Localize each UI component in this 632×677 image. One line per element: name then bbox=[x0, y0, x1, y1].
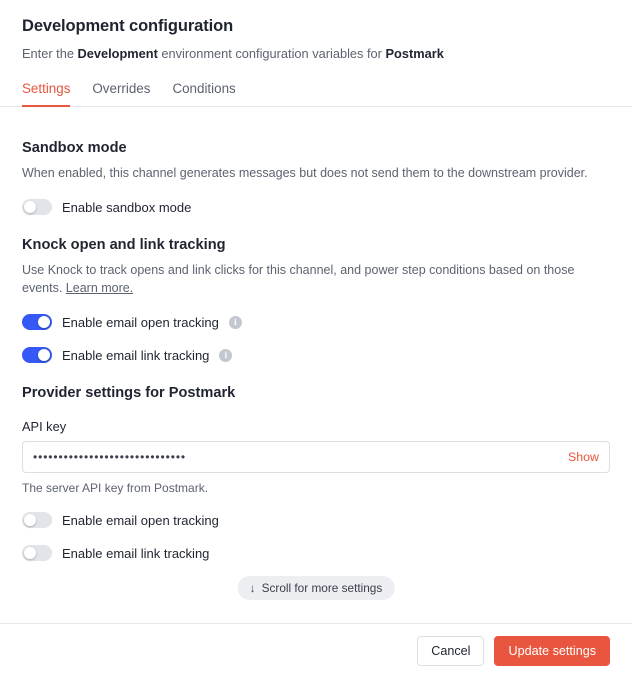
provider-section-heading: Provider settings for Postmark bbox=[22, 385, 236, 402]
toggle-knob bbox=[38, 349, 50, 361]
sandbox-section-description: When enabled, this channel generates messages but does not send them to the downstream provider. bbox=[22, 166, 588, 180]
scroll-for-more-settings-button[interactable] bbox=[238, 576, 395, 600]
api-key-help-text: The server API key from Postmark. bbox=[22, 481, 209, 496]
toggle-knob bbox=[24, 201, 36, 213]
knock-open-tracking-label: Enable email open tracking bbox=[62, 314, 219, 330]
knock-link-tracking-label: Enable email link tracking bbox=[62, 347, 210, 363]
toggle-knob bbox=[38, 316, 50, 328]
tab-conditions[interactable]: Conditions bbox=[172, 81, 236, 97]
subtitle-middle: environment configuration variables for bbox=[157, 46, 386, 61]
subtitle-environment: Development bbox=[77, 46, 158, 61]
tab-bar bbox=[0, 81, 632, 107]
api-key-field[interactable] bbox=[22, 441, 610, 473]
subtitle-prefix: Enter the bbox=[22, 46, 78, 61]
tracking-section-description bbox=[22, 261, 604, 297]
sandbox-mode-label: Enable sandbox mode bbox=[62, 199, 192, 215]
tracking-section-heading: Knock open and link tracking bbox=[22, 237, 226, 254]
provider-open-tracking-row[interactable] bbox=[22, 512, 610, 528]
tracking-description-text: Use Knock to track opens and link clicks for this channel, and power step conditions based on those events. bbox=[22, 263, 575, 296]
tab-overrides[interactable]: Overrides bbox=[92, 81, 151, 97]
learn-more-link[interactable]: Learn more. bbox=[65, 281, 134, 296]
provider-link-tracking-row[interactable] bbox=[22, 545, 610, 561]
tab-settings[interactable]: Settings bbox=[22, 81, 70, 107]
api-key-label: API key bbox=[22, 419, 67, 435]
toggle-knob bbox=[24, 547, 36, 559]
update-settings-button[interactable]: Update settings bbox=[494, 636, 610, 666]
sandbox-mode-row[interactable] bbox=[22, 199, 610, 215]
provider-open-tracking-label: Enable email open tracking bbox=[62, 512, 219, 528]
panel-footer bbox=[0, 623, 632, 677]
settings-scroll-area[interactable] bbox=[0, 118, 632, 623]
show-api-key-button[interactable]: Show bbox=[568, 450, 599, 465]
api-key-input[interactable]: •••••••••••••••••••••••••••••• bbox=[33, 450, 187, 465]
provider-link-tracking-toggle[interactable] bbox=[22, 545, 52, 561]
info-icon[interactable]: i bbox=[219, 349, 232, 362]
knock-open-tracking-row[interactable] bbox=[22, 314, 610, 330]
scroll-hint-label: Scroll for more settings bbox=[261, 581, 383, 595]
sandbox-mode-toggle[interactable] bbox=[22, 199, 52, 215]
sandbox-section-heading: Sandbox mode bbox=[22, 140, 127, 156]
settings-content bbox=[0, 118, 632, 561]
provider-link-tracking-label: Enable email link tracking bbox=[62, 545, 210, 561]
knock-open-tracking-toggle[interactable] bbox=[22, 314, 52, 330]
info-icon[interactable]: i bbox=[229, 316, 242, 329]
knock-link-tracking-row[interactable] bbox=[22, 347, 610, 363]
provider-open-tracking-toggle[interactable] bbox=[22, 512, 52, 528]
subtitle-provider: Postmark bbox=[385, 46, 444, 61]
panel-header bbox=[0, 0, 632, 62]
knock-link-tracking-toggle[interactable] bbox=[22, 347, 52, 363]
arrow-down-icon: ↓ bbox=[249, 581, 256, 595]
page-title: Development configuration bbox=[22, 17, 234, 35]
cancel-button[interactable]: Cancel bbox=[417, 636, 484, 666]
page-subtitle bbox=[22, 45, 610, 62]
toggle-knob bbox=[24, 514, 36, 526]
